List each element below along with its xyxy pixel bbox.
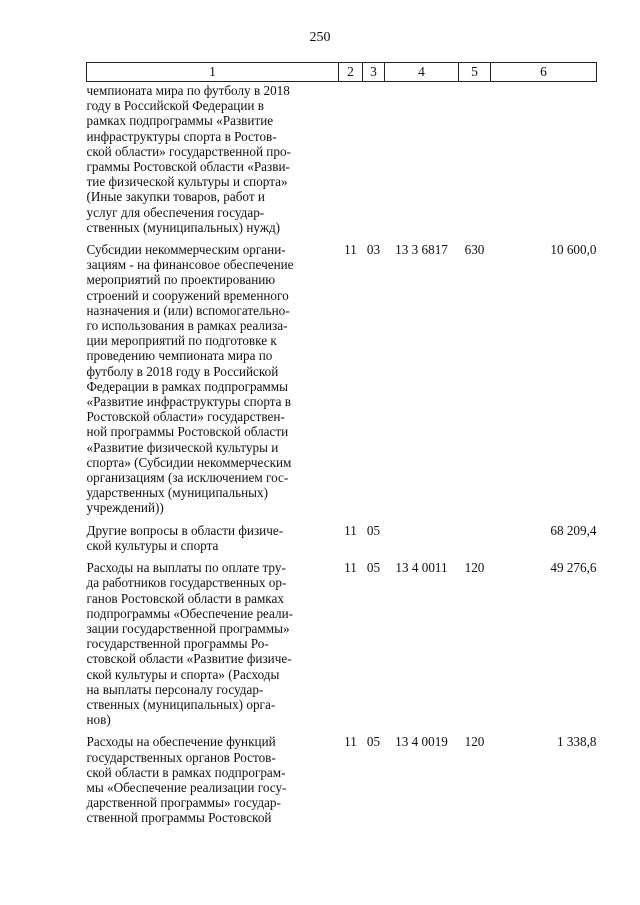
expense-type-code (459, 523, 491, 553)
description-line: Федерации в рамках подпрограммы (86, 378, 288, 394)
description-line: ской области» государственной про- (86, 143, 291, 159)
subsection-code (363, 82, 385, 236)
description-line: на выплаты персоналу государ- (86, 681, 264, 697)
column-header-2: 2 (339, 63, 363, 82)
expense-type-code: 120 (464, 560, 485, 576)
description-line: строений и сооружений временного (86, 287, 289, 303)
column-header-5: 5 (459, 63, 491, 82)
row-spacer-cell (87, 727, 597, 734)
expense-type-code (459, 82, 491, 236)
description-line: футболу в 2018 году в Российской (86, 363, 279, 379)
table-row (87, 242, 597, 516)
column-header-1: 1 (87, 63, 339, 82)
target-article-code (385, 523, 459, 553)
table-row (87, 82, 597, 236)
description-line: стовской области «Развитие физиче- (86, 651, 292, 667)
description-line: подпрограммы «Обеспечение реали- (86, 605, 294, 621)
description-line: проведению чемпионата мира по (86, 348, 273, 364)
description-line: организациям (за исключением гос- (86, 470, 289, 486)
description-line: назначения и (или) вспомогательно- (86, 302, 290, 318)
table-row (87, 523, 597, 553)
section-code: 11 (344, 522, 357, 538)
description-line: граммы Ростовской области «Разви- (86, 159, 290, 175)
description-line: государственной программы Ро- (86, 636, 269, 652)
row-description (87, 523, 339, 553)
description-line: зации государственной программы» (86, 620, 290, 636)
description-line: учреждений)) (86, 500, 164, 516)
description-line: Субсидии некоммерческим органи- (86, 242, 286, 258)
row-spacer (87, 516, 597, 523)
row-spacer (87, 235, 597, 242)
expense-type-code: 120 (464, 734, 485, 750)
expense-type-code: 630 (464, 242, 485, 258)
column-header-6: 6 (491, 63, 597, 82)
description-line: мероприятий по проектированию (86, 272, 276, 288)
table-body (87, 82, 597, 826)
amount (491, 82, 597, 236)
description-line: мы «Обеспечение реализации госу- (86, 779, 287, 795)
subsection-code: 05 (366, 522, 381, 538)
target-article-code (385, 82, 459, 236)
row-description (87, 242, 339, 516)
amount: 49 276,6 (550, 560, 597, 576)
description-line: государственных органов Ростов- (86, 749, 276, 765)
amount: 68 209,4 (550, 522, 597, 538)
subsection-code: 05 (366, 734, 381, 750)
description-line: ской культуры и спорта» (Расходы (86, 666, 280, 682)
row-spacer-cell (87, 516, 597, 523)
subsection-code: 05 (366, 560, 381, 576)
description-line: услуг для обеспечения государ- (86, 204, 265, 220)
column-header-4: 4 (385, 63, 459, 82)
description-line: ской области в рамках подпрограм- (86, 764, 286, 780)
subsection-code: 03 (366, 242, 381, 258)
table-row (87, 734, 597, 825)
target-article-code: 13 3 6817 (395, 242, 448, 258)
description-line: «Развитие физической культуры и (86, 439, 279, 455)
description-line: Расходы на выплаты по оплате тру- (86, 560, 286, 576)
description-line: тие физической культуры и спорта» (86, 174, 288, 190)
row-spacer-cell (87, 235, 597, 242)
row-spacer (87, 727, 597, 734)
description-line: ственных (муниципальных) орга- (86, 696, 276, 712)
description-line: рамках подпрограммы «Развитие (86, 113, 274, 129)
table-row (87, 560, 597, 727)
target-article-code: 13 4 0011 (395, 560, 448, 576)
section-code: 11 (344, 734, 357, 750)
budget-table (86, 62, 597, 826)
description-line: (Иные закупки товаров, работ и (86, 189, 265, 205)
section-code: 11 (344, 560, 357, 576)
description-line: ственной программы Ростовской (86, 810, 272, 826)
description-line: ганов Ростовской области в рамках (86, 590, 284, 606)
description-line: ции мероприятий по подготовке к (86, 333, 277, 349)
description-line: чемпионата мира по футболу в 2018 (86, 83, 290, 98)
description-line: да работников государственных ор- (86, 575, 287, 591)
row-description (87, 560, 339, 727)
description-line: Ростовской области» государствен- (86, 409, 285, 425)
row-spacer-cell (87, 553, 597, 560)
description-line: Другие вопросы в области физиче- (86, 522, 284, 538)
description-line: инфраструктуры спорта в Ростов- (86, 128, 277, 144)
page-number: 250 (309, 30, 331, 45)
amount: 1 338,8 (556, 734, 597, 750)
table-header-row (87, 63, 597, 82)
section-code: 11 (344, 242, 357, 258)
description-line: году в Российской Федерации в (86, 98, 265, 114)
description-line: ударственных (муниципальных) (86, 485, 268, 501)
target-article-code: 13 4 0019 (395, 734, 448, 750)
amount: 10 600,0 (550, 242, 597, 258)
description-line: зациям - на финансовое обеспечение (86, 257, 294, 273)
description-line: нов) (86, 712, 111, 728)
column-header-3: 3 (363, 63, 385, 82)
description-line: дарственной программы» государ- (86, 795, 281, 811)
description-line: спорта» (Субсидии некоммерческим (86, 454, 292, 470)
description-line: го использования в рамках реализа- (86, 318, 288, 334)
description-line: «Развитие инфраструктуры спорта в (86, 394, 292, 410)
description-line: Расходы на обеспечение функций (86, 734, 276, 750)
description-line: ской культуры и спорта (86, 537, 219, 553)
description-line: ной программы Ростовской области (86, 424, 289, 440)
description-line: ственных (муниципальных) нужд) (86, 219, 281, 235)
row-description (87, 82, 339, 236)
section-code (339, 82, 363, 236)
row-spacer (87, 553, 597, 560)
row-description (87, 734, 339, 825)
